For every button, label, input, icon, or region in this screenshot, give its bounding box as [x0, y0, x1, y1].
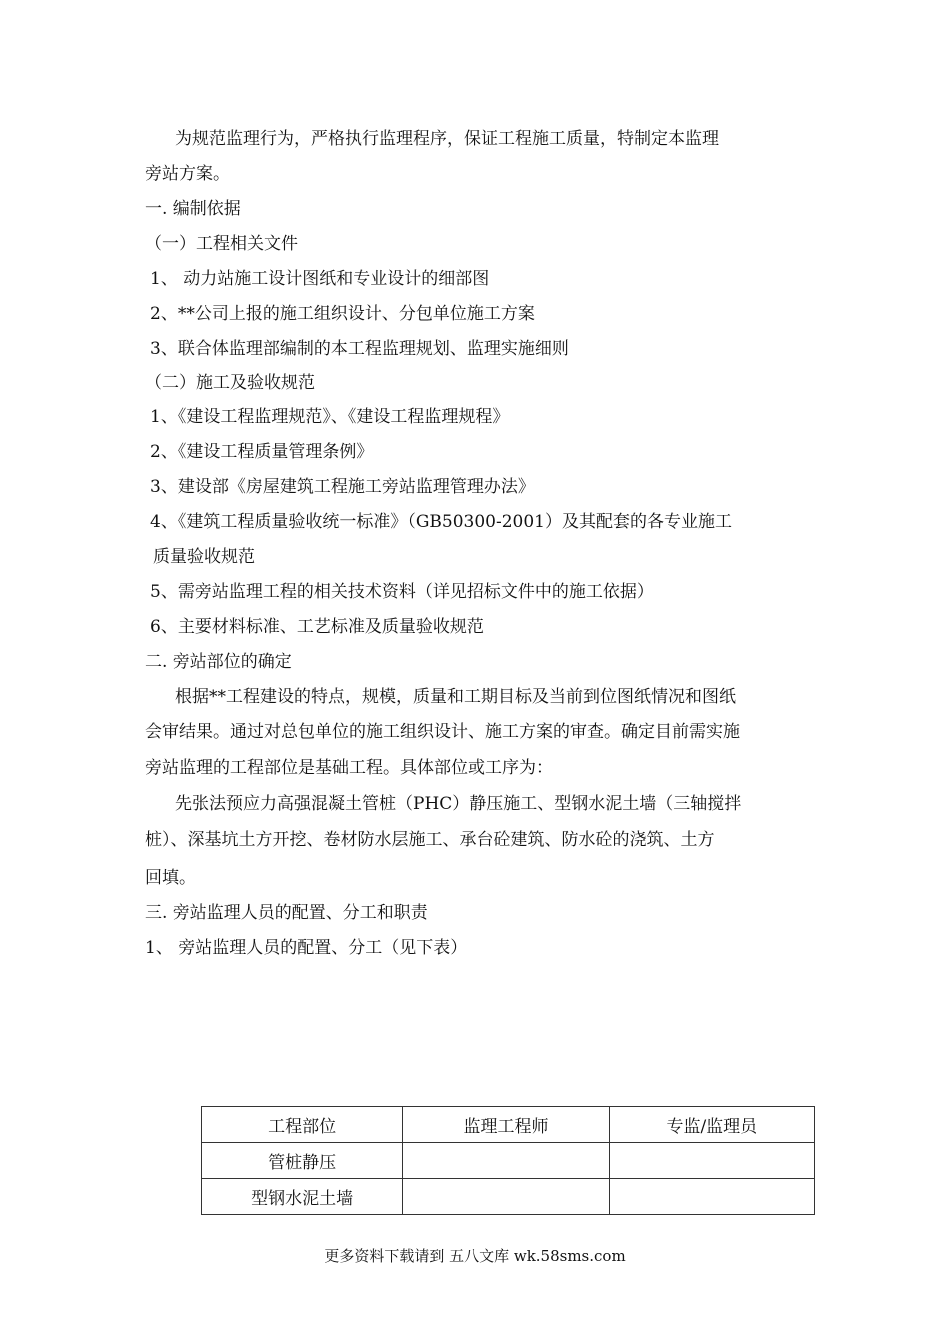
page-footer: 更多资料下载请到 五八文库 wk.58sms.com: [324, 1247, 626, 1265]
paragraph-body: 回填。: [145, 868, 196, 888]
list-item: 1、 旁站监理人员的配置、分工（见下表）: [145, 938, 468, 958]
table-header-cell: 专监/监理员: [609, 1107, 814, 1143]
table-header-row: [202, 1107, 815, 1143]
section-heading-1: 一. 编制依据: [145, 199, 241, 219]
table-row: [202, 1143, 815, 1179]
section-heading-3: 三. 旁站监理人员的配置、分工和职责: [145, 903, 428, 923]
table-cell: 型钢水泥土墙: [202, 1179, 403, 1215]
list-item: 6、主要材料标准、工艺标准及质量验收规范: [150, 617, 484, 637]
list-item: 3、建设部《房屋建筑工程施工旁站监理管理办法》: [150, 477, 535, 497]
table-cell: 管桩静压: [202, 1143, 403, 1179]
table-cell: [403, 1179, 609, 1215]
table-row: [202, 1179, 815, 1215]
list-item-continuation: 质量验收规范: [153, 547, 255, 567]
paragraph-body: 旁站监理的工程部位是基础工程。具体部位或工序为：: [145, 758, 553, 778]
staff-allocation-table: [201, 1106, 815, 1215]
paragraph-body: 桩）、深基坑土方开挖、卷材防水层施工、承台砼建筑、防水砼的浇筑、土方: [145, 830, 715, 850]
table-header-cell: 监理工程师: [403, 1107, 609, 1143]
list-item: 3、联合体监理部编制的本工程监理规划、监理实施细则: [150, 339, 569, 359]
table-cell: [609, 1179, 814, 1215]
section-heading-2: 二. 旁站部位的确定: [145, 652, 292, 672]
subsection-heading-1: （一）工程相关文件: [145, 234, 298, 254]
table-header-cell: 工程部位: [202, 1107, 403, 1143]
list-item: 5、需旁站监理工程的相关技术资料（详见招标文件中的施工依据）: [150, 582, 654, 602]
table-cell: [403, 1143, 609, 1179]
list-item: 1、 动力站施工设计图纸和专业设计的细部图: [150, 269, 490, 289]
list-item: 1、《建设工程监理规范》、《建设工程监理规程》: [150, 407, 510, 427]
table-cell: [609, 1143, 814, 1179]
list-item: 4、《建筑工程质量验收统一标准》（GB50300-2001）及其配套的各专业施工: [150, 512, 732, 532]
subsection-heading-2: （二）施工及验收规范: [145, 373, 315, 393]
list-item: 2、《建设工程质量管理条例》: [150, 442, 374, 462]
paragraph-intro-1: 为规范监理行为，严格执行监理程序，保证工程施工质量，特制定本监理: [175, 129, 719, 149]
paragraph-intro-2: 旁站方案。: [145, 164, 230, 184]
paragraph-body: 根据**工程建设的特点，规模，质量和工期目标及当前到位图纸情况和图纸: [175, 687, 736, 707]
paragraph-body: 会审结果。通过对总包单位的施工组织设计、施工方案的审查。确定目前需实施: [145, 722, 740, 742]
list-item: 2、**公司上报的施工组织设计、分包单位施工方案: [150, 304, 535, 324]
paragraph-body: 先张法预应力高强混凝土管桩（PHC）静压施工、型钢水泥土墙（三轴搅拌: [175, 794, 742, 814]
